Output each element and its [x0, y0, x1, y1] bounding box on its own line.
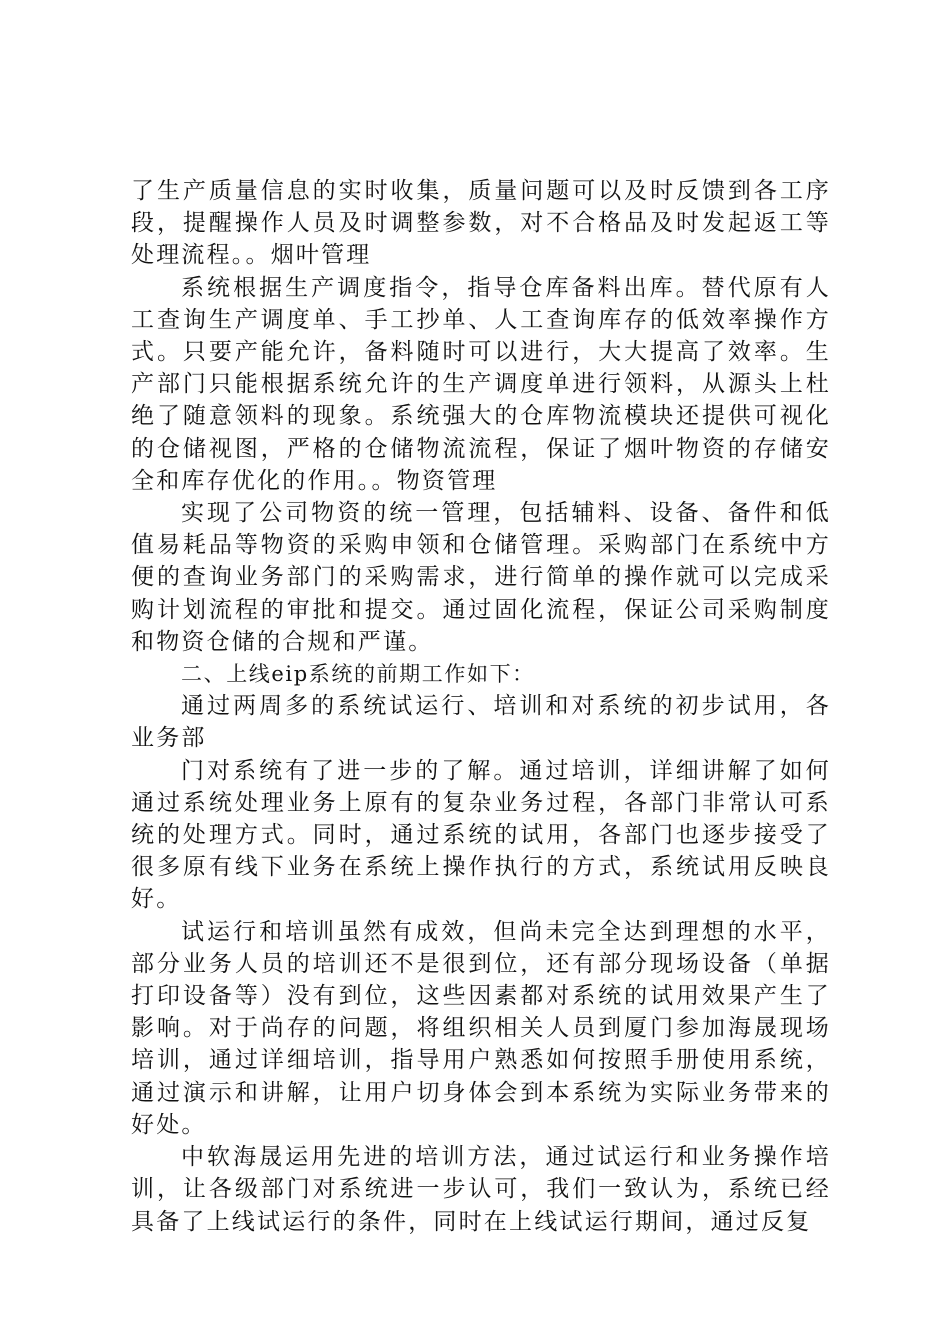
- paragraph-trial-run-intro: 通过两周多的系统试运行、培训和对系统的初步试用，各业务部: [131, 693, 831, 752]
- paragraph-department-understanding: 门对系统有了进一步的了解。通过培训，详细讲解了如何通过系统处理业务上原有的复杂业务过程，各部门非常认可系统的处理方式。同时，通过系统的试用，各部门也逐步接受了很多原有线下业务在系统上操作执行的方式，系统试用反映良好。: [131, 757, 831, 913]
- paragraph-material-management: 实现了公司物资的统一管理，包括辅料、设备、备件和低值易耗品等物资的采购申领和仓储管理。采购部门在系统中方便的查询业务部门的采购需求，进行简单的操作就可以完成采购计划流程的审批和提交。通过固化流程，保证公司采购制度和物资仓储的合规和严谨。: [131, 500, 831, 655]
- paragraph-training-issues: 试运行和培训虽然有成效，但尚未完全达到理想的水平，部分业务人员的培训还不是很到位，还有部分现场设备（单据打印设备等）没有到位，这些因素都对系统的试用效果产生了影响。对于尚存的问题，将组织相关人员到厦门参加海晟现场培训，通过详细培训，指导用户熟悉如何按照手册使用系统，通过演示和讲解，让用户切身体会到本系统为实际业务带来的好处。: [131, 918, 831, 1138]
- paragraph-quality-info: 了生产质量信息的实时收集，质量问题可以及时反馈到各工序段，提醒操作人员及时调整参数，对不合格品及时发起返工等处理流程。。烟叶管理: [131, 178, 831, 269]
- document-body: [131, 175, 831, 1238]
- paragraph-tobacco-management: 系统根据生产调度指令，指导仓库备料出库。替代原有人工查询生产调度单、手工抄单、人工查询库存的低效率操作方式。只要产能允许，备料随时可以进行，大大提高了效率。生产部门只能根据系统允许的生产调度单进行领料，从源头上杜绝了随意领料的现象。系统强大的仓库物流模块还提供可视化的仓储视图，严格的仓储物流流程，保证了烟叶物资的存储安全和库存优化的作用。。物资管理: [131, 274, 831, 494]
- paragraph-training-method: 中软海晟运用先进的培训方法，通过试运行和业务操作培训，让各级部门对系统进一步认可，我们一致认为，系统已经具备了上线试运行的条件，同时在上线试运行期间，通过反复: [131, 1144, 831, 1235]
- section-heading-eip-preparation: 二、上线eip系统的前期工作如下：: [181, 662, 535, 687]
